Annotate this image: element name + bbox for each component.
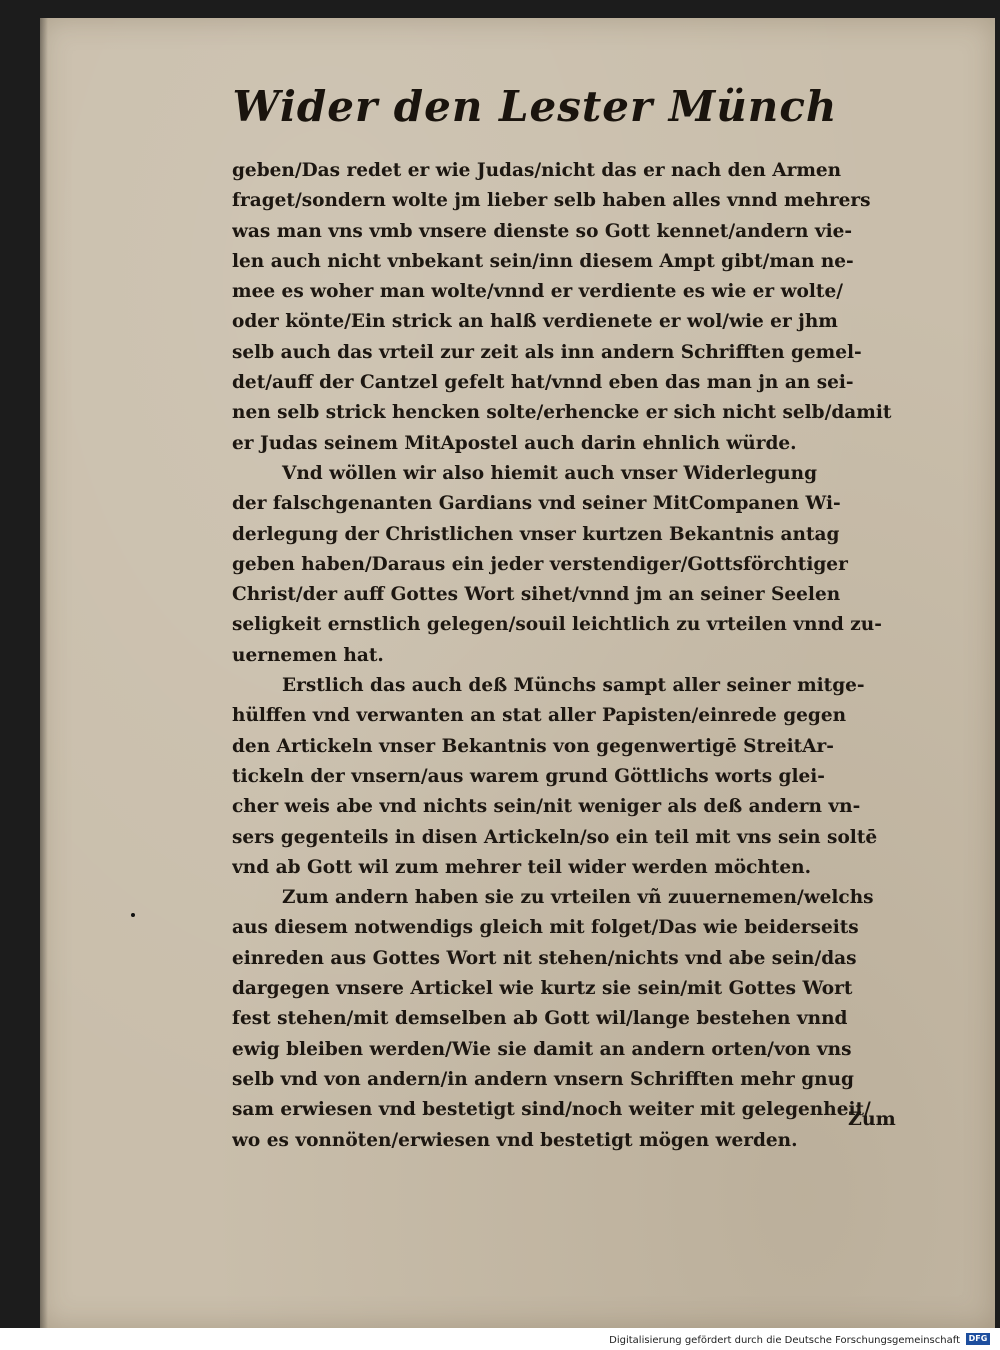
funding-credit: Digitalisierung gefördert durch die Deutsche Forschungsgemeinschaft — [609, 1335, 960, 1346]
text-line: er Judas seinem MitApostel auch darin ehnlich würde. — [232, 432, 797, 454]
text-line: len auch nicht vnbekant sein/inn diesem Ampt gibt/man ne- — [232, 250, 854, 272]
text-line: selb vnd von andern/in andern vnsern Schrifften mehr gnug — [232, 1068, 854, 1090]
text-line: geben haben/Daraus ein jeder verstendiger/Gottsförchtiger — [232, 553, 848, 575]
text-line: geben/Das redet er wie Judas/nicht das er nach den Armen — [232, 160, 842, 181]
text-line: derlegung der Christlichen vnser kurtzen Bekantnis antag — [232, 523, 840, 545]
text-line: seligkeit ernstlich gelegen/souil leichtlich zu vrteilen vnnd zu- — [232, 614, 882, 636]
text-line: det/auff der Cantzel gefelt hat/vnnd eben das man jn an sei- — [232, 372, 854, 394]
page-heading: Wider den Lester Münch — [232, 82, 838, 131]
text-line: ewig bleiben werden/Wie sie damit an andern orten/von vns — [232, 1038, 852, 1060]
text-line: hülffen vnd verwanten an stat aller Papisten/einrede gegen — [232, 705, 847, 727]
text-line: mee es woher man wolte/vnnd er verdiente es wie er wolte/ — [232, 281, 843, 303]
catchword: Zum — [848, 1108, 896, 1130]
text-line: Christ/der auff Gottes Wort sihet/vnnd jm an seiner Seelen — [232, 584, 841, 606]
text-line: wo es vonnöten/erwiesen vnd bestetigt mögen werden. — [232, 1129, 798, 1151]
text-line: nen selb strick hencken solte/erhencke er sich nicht selb/damit — [232, 402, 892, 424]
text-line: sam erwiesen vnd bestetigt sind/noch weiter mit gelegenheit/ — [232, 1099, 871, 1121]
page-body-text — [232, 156, 912, 1156]
text-line: vnd ab Gott wil zum mehrer teil wider werden möchten. — [232, 856, 812, 878]
margin-ink-mark — [131, 913, 135, 917]
text-line: sers gegenteils in disen Artickeln/so ein teil mit vns sein soltē — [232, 826, 878, 848]
text-line: fraget/sondern wolte jm lieber selb haben alles vnnd mehrers — [232, 190, 871, 212]
text-line: fest stehen/mit demselben ab Gott wil/lange bestehen vnnd — [232, 1008, 848, 1030]
text-line: dargegen vnsere Artickel wie kurtz sie sein/mit Gottes Wort — [232, 978, 853, 1000]
text-line: einreden aus Gottes Wort nit stehen/nichts vnd abe sein/das — [232, 947, 857, 969]
text-line: der falschgenanten Gardians vnd seiner MitCompanen Wi- — [232, 493, 841, 515]
text-line: tickeln der vnsern/aus warem grund Göttlichs worts glei- — [232, 765, 825, 787]
text-line: aus diesem notwendigs gleich mit folget/Das wie beiderseits — [232, 917, 859, 939]
text-line: den Artickeln vnser Bekantnis von gegenwertigē StreitAr- — [232, 735, 834, 757]
paragraph-first-line: Zum andern haben sie zu vrteilen vñ zuuernemen/welchs — [282, 887, 874, 909]
paragraph-first-line: Vnd wöllen wir also hiemit auch vnser Widerlegung — [282, 462, 818, 484]
page-gutter-shadow — [40, 18, 48, 1328]
dfg-logo: DFG — [966, 1333, 990, 1345]
text-line: was man vns vmb vnsere dienste so Gott kennet/andern vie- — [232, 220, 853, 242]
text-line: selb auch das vrteil zur zeit als inn andern Schrifften gemel- — [232, 341, 862, 363]
text-line: oder könte/Ein strick an halß verdienete er wol/wie er jhm — [232, 311, 838, 333]
paragraph-first-line: Erstlich das auch deß Münchs sampt aller seiner mitge- — [282, 675, 865, 697]
text-line: cher weis abe vnd nichts sein/nit weniger als deß andern vn- — [232, 796, 861, 818]
text-line: uernemen hat. — [232, 644, 384, 666]
